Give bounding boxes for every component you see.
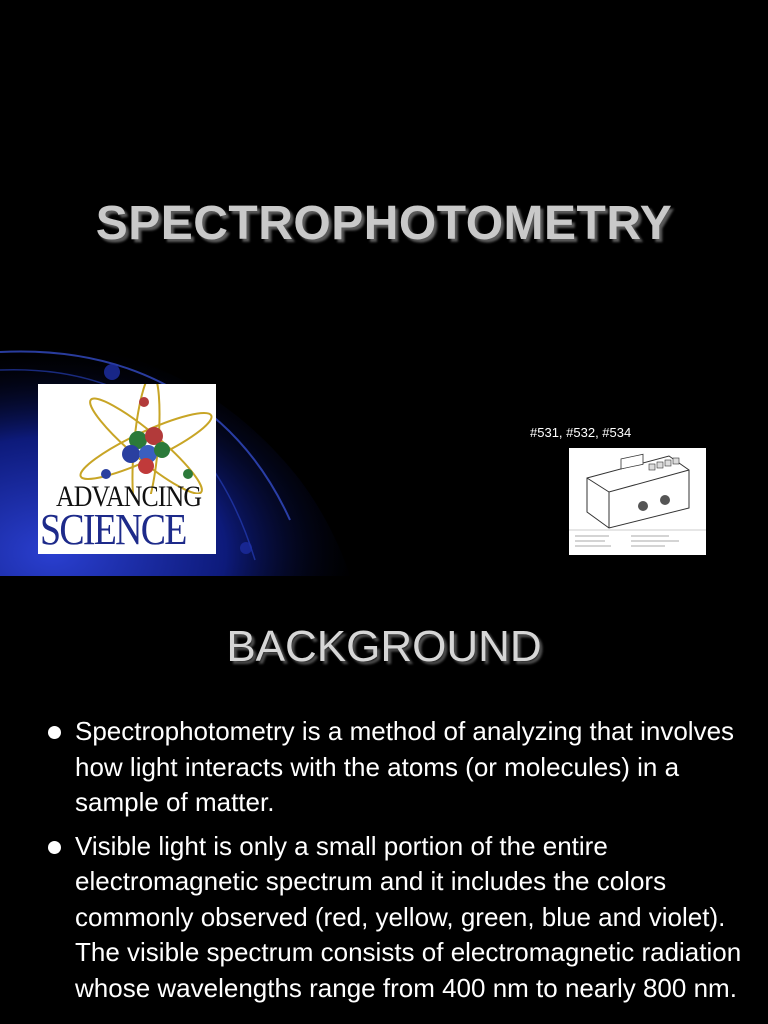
spectrophotometer-diagram — [569, 448, 706, 555]
slide-title: BACKGROUND — [226, 622, 542, 671]
figure-caption: #531, #532, #534 — [530, 425, 632, 440]
bullet-text: Spectrophotometry is a method of analyzing that involves how light interacts with the atoms (or molecules) in a sample of matter. — [75, 716, 735, 817]
bullet-icon — [48, 726, 61, 739]
slide-title: SPECTROPHOTOMETRY — [95, 197, 673, 250]
bullet-icon — [48, 841, 61, 854]
logo-text-advancing: ADVANCING — [56, 480, 202, 513]
list-item — [46, 829, 746, 1007]
advancing-science-logo — [38, 384, 216, 554]
logo-text-science: SCIENCE — [40, 505, 186, 554]
bullet-text: Visible light is only a small portion of the entire electromagnetic spectrum and it includes the colors commonly observed (red, yellow, green, blue and violet). The visible spectrum consists of electromagnetic radiation whose wavelengths range from 400 nm to nearly 800 nm. — [75, 830, 742, 1003]
list-item — [46, 714, 746, 821]
background-slide — [0, 576, 768, 1024]
spectrophotometer-icon — [569, 448, 706, 555]
bullet-list — [46, 714, 746, 1014]
atom-icon — [38, 384, 216, 494]
